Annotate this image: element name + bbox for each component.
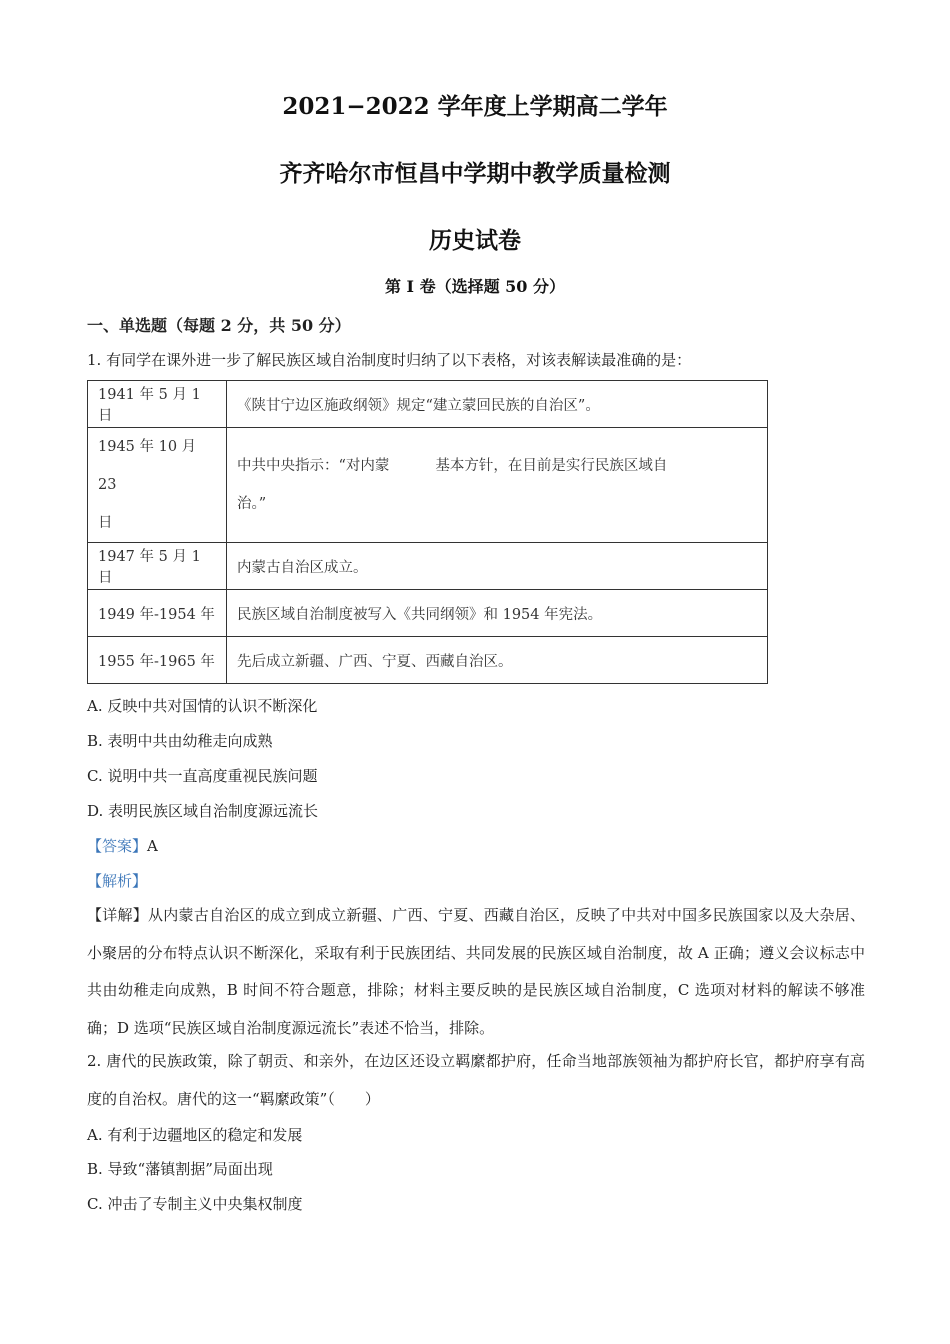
answer-label: 【答案】	[87, 837, 148, 855]
table-event-cell: 中共中央指示：“对内蒙 基本方针，在目前是实行民族区域自 治。”	[227, 428, 768, 543]
table-date-cell: 1955 年-1965 年	[88, 637, 227, 684]
table-event-cell: 内蒙古自治区成立。	[227, 543, 768, 590]
option-c: C. 说明中共一直高度重视民族问题	[87, 767, 318, 785]
question-2-stem: 2. 唐代的民族政策，除了朝贡、和亲外，在边区还设立羁縻都护府，任命当地部族领袖为都护府长官，都护府享有高度的自治权。唐代的这一“羁縻政策”（ ）	[87, 1052, 865, 1108]
events-table	[87, 380, 768, 684]
table-row	[88, 543, 768, 590]
table-date-cell: 1945 年 10 月 23 日	[88, 428, 227, 543]
table-row	[88, 590, 768, 637]
answer-line	[87, 835, 158, 856]
analysis-label: 【解析】	[87, 872, 148, 890]
q2-option-b: B. 导致“藩镇割据”局面出现	[87, 1160, 273, 1178]
option-a: A. 反映中共对国情的认识不断深化	[87, 697, 318, 715]
option-d: D. 表明民族区域自治制度源远流长	[87, 802, 319, 820]
table-row	[88, 428, 768, 543]
table-row	[88, 381, 768, 428]
table-date-cell: 1949 年-1954 年	[88, 590, 227, 637]
table-date-cell: 1941 年 5 月 1 日	[88, 381, 227, 428]
table-date-cell: 1947 年 5 月 1 日	[88, 543, 227, 590]
section-title: 第 I 卷（选择题 50 分）	[384, 277, 566, 296]
exam-year-title: 2021−2022 学年度上学期高二学年	[282, 93, 668, 120]
question-1-stem: 1. 有同学在课外进一步了解民族区域自治制度时归纳了以下表格，对该表解读最准确的是：	[87, 351, 692, 369]
exam-subject-title: 历史试卷	[429, 227, 521, 254]
table-event-cell: 民族区域自治制度被写入《共同纲领》和 1954 年宪法。	[227, 590, 768, 637]
table-event-cell: 《陕甘宁边区施政纲领》规定“建立蒙回民族的自治区”。	[227, 381, 768, 428]
q2-option-c: C. 冲击了专制主义中央集权制度	[87, 1195, 303, 1213]
q2-option-a: A. 有利于边疆地区的稳定和发展	[87, 1126, 303, 1144]
exam-school-title: 齐齐哈尔市恒昌中学期中教学质量检测	[279, 160, 671, 187]
table-row	[88, 637, 768, 684]
detail-paragraph: 【详解】从内蒙古自治区的成立到成立新疆、广西、宁夏、西藏自治区，反映了中共对中国多民族国家以及大杂居、小聚居的分布特点认识不断深化，采取有利于民族团结、共同发展的民族区域自治制度，故 A 正确；遵义会议标志中共由幼稚走向成熟，B 时间不符合题意，排除；材料主要反映的是民族区域自治制度，C 选项对材料的解读不够准确；D 选项“民族区域自治制度源远流长”表述不恰当，排除。	[87, 906, 865, 1037]
table-event-cell: 先后成立新疆、广西、宁夏、西藏自治区。	[227, 637, 768, 684]
answer-value: A	[147, 837, 158, 855]
option-b: B. 表明中共由幼稚走向成熟	[87, 732, 273, 750]
part-heading: 一、单选题（每题 2 分，共 50 分）	[87, 316, 351, 335]
